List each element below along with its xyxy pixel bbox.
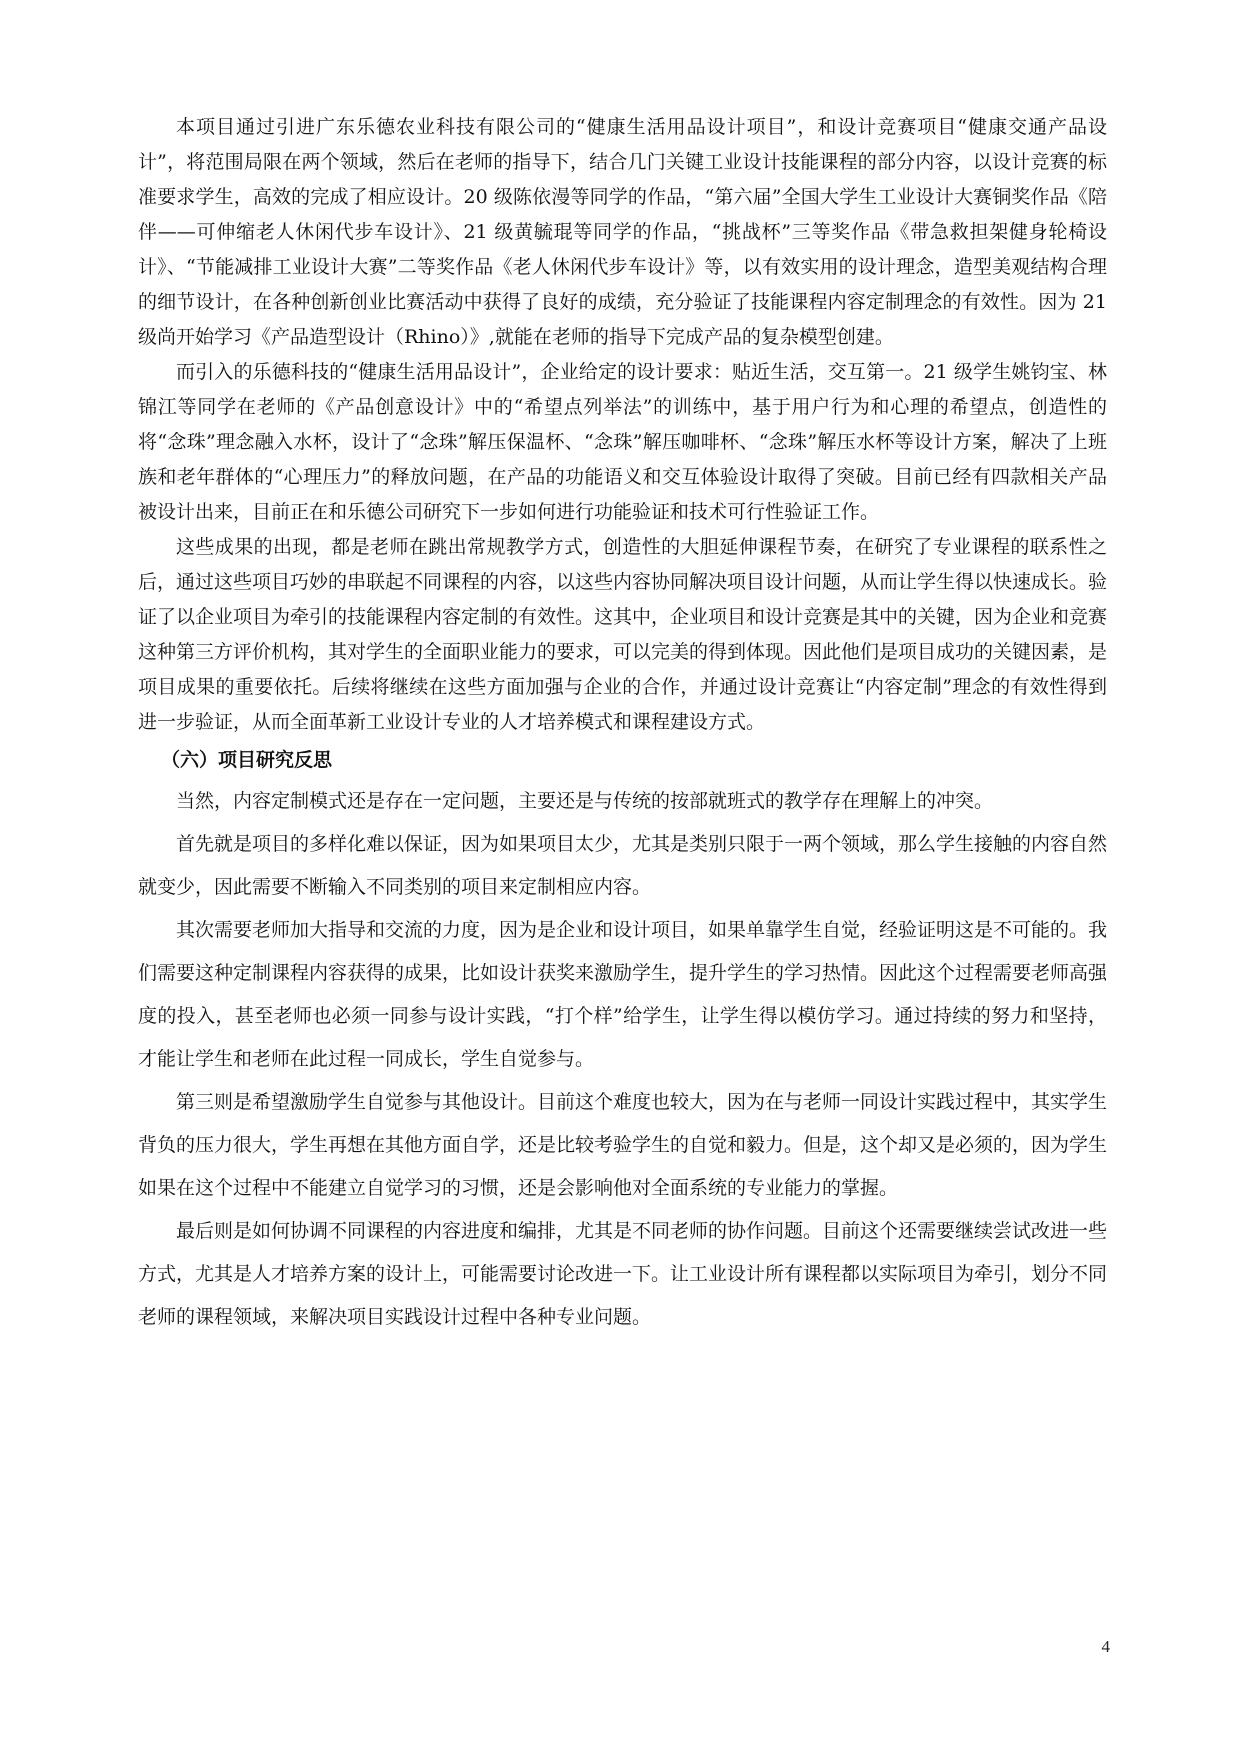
body-paragraph: 最后则是如何协调不同课程的内容进度和编排，尤其是不同老师的协作问题。目前这个还需要继续尝试改进一些方式，尤其是人才培养方案的设计上，可能需要讨论改进一下。让工业设计所有课程都以实际项目为牵引，划分不同老师的课程领域，来解决项目实践设计过程中各种专业问题。 (138, 1220, 1108, 1328)
results-section (138, 110, 1107, 740)
body-paragraph: 本项目通过引进广东乐德农业科技有限公司的“健康生活用品设计项目”，和设计竞赛项目“健康交通产品设计”，将范围局限在两个领域，然后在老师的指导下，结合几门关键工业设计技能课程的部分内容，以设计竞赛的标准要求学生，高效的完成了相应设计。20 级陈依漫等同学的作品，“第六届”全国大学生工业设计大赛铜奖作品《陪伴——可伸缩老人休闲代步车设计》、21 级黄毓琨等同学的作品，“挑战杯”三等奖作品《带急救担架健身轮椅设计》、“节能减排工业设计大赛”二等奖作品《老人休闲代步车设计》等，以有效实用的设计理念，造型美观结构合理的细节设计，在各种创新创业比赛活动中获得了良好的成绩，充分验证了技能课程内容定制理念的有效性。因为 21 级尚开始学习《产品造型设计（Rhino）》,就能在老师的指导下完成产品的复杂模型创建。 (138, 116, 1107, 348)
body-paragraph: 其次需要老师加大指导和交流的力度，因为是企业和设计项目，如果单靠学生自觉，经验证明这是不可能的。我们需要这种定制课程内容获得的成果，比如设计获奖来激励学生，提升学生的学习热情。因此这个过程需要老师高强度的投入，甚至老师也必须一同参与设计实践，“打个样”给学生，让学生得以模仿学习。通过持续的努力和坚持，才能让学生和老师在此过程一同成长，学生自觉参与。 (138, 919, 1108, 1070)
document-body (138, 110, 1107, 1339)
body-paragraph: 首先就是项目的多样化难以保证，因为如果项目太少，尤其是类别只限于一两个领域，那么学生接触的内容自然就变少，因此需要不断输入不同类别的项目来定制相应内容。 (138, 833, 1108, 898)
reflection-section (138, 780, 1107, 1339)
body-paragraph: 当然，内容定制模式还是存在一定问题，主要还是与传统的按部就班式的教学存在理解上的冲突。 (176, 790, 994, 812)
body-paragraph: 这些成果的出现，都是老师在跳出常规教学方式，创造性的大胆延伸课程节奏，在研究了专业课程的联系性之后，通过这些项目巧妙的串联起不同课程的内容，以这些内容协同解决项目设计问题，从而让学生得以快速成长。验证了以企业项目为牵引的技能课程内容定制的有效性。这其中，企业项目和设计竞赛是其中的关键，因为企业和竞赛这种第三方评价机构，其对学生的全面职业能力的要求，可以完美的得到体现。因此他们是项目成功的关键因素，是项目成果的重要依托。后续将继续在这些方面加强与企业的合作，并通过设计竞赛让“内容定制”理念的有效性得到进一步验证，从而全面革新工业设计专业的人才培养模式和课程建设方式。 (138, 536, 1108, 733)
page-number: 4 (1101, 1637, 1110, 1656)
body-paragraph: 而引入的乐德科技的“健康生活用品设计”，企业给定的设计要求：贴近生活，交互第一。21 级学生姚钧宝、林锦江等同学在老师的《产品创意设计》中的“希望点列举法”的训练中，基于用户行为和心理的希望点，创造性的将“念珠”理念融入水杯，设计了“念珠”解压保温杯、“念珠”解压咖啡杯、“念珠”解压水杯等设计方案，解决了上班族和老年群体的“心理压力”的释放问题，在产品的功能语义和交互体验设计取得了突破。目前已经有四款相关产品被设计出来，目前正在和乐德公司研究下一步如何进行功能验证和技术可行性验证工作。 (138, 361, 1107, 523)
body-paragraph: 第三则是希望激励学生自觉参与其他设计。目前这个难度也较大，因为在与老师一同设计实践过程中，其实学生背负的压力很大，学生再想在其他方面自学，还是比较考验学生的自觉和毅力。但是，这个却又是必须的，因为学生如果在这个过程中不能建立自觉学习的习惯，还是会影响他对全面系统的专业能力的掌握。 (138, 1091, 1108, 1199)
section-heading: （六）项目研究反思 (161, 749, 333, 771)
